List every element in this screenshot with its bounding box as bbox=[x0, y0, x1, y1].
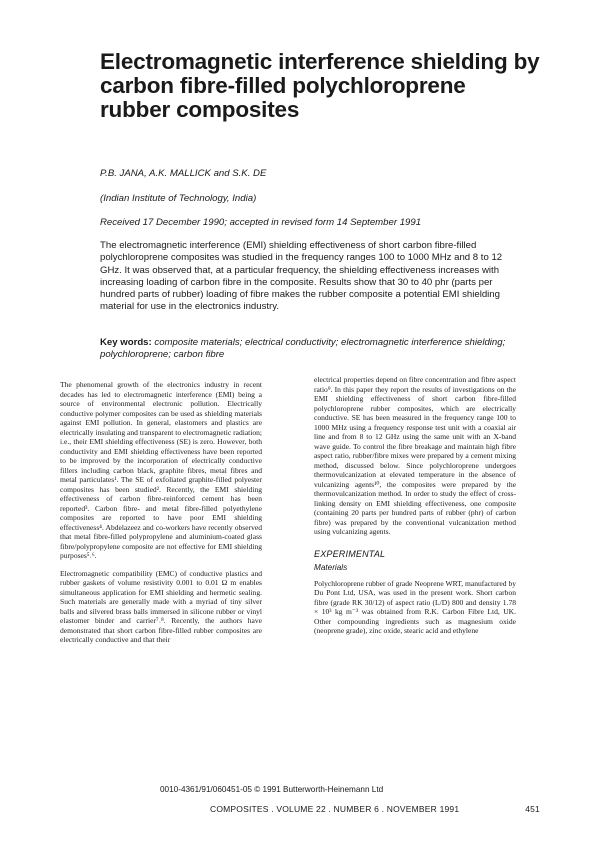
keywords-text: composite materials; electrical conductivity; electromagnetic interference shielding; polychloroprene; carbon fibre bbox=[100, 337, 506, 361]
affiliation: (Indian Institute of Technology, India) bbox=[100, 193, 257, 204]
body-column-left bbox=[60, 380, 262, 653]
abstract: The electromagnetic interference (EMI) shielding effectiveness of short carbon fibre-filled polychloroprene composites was studied in the frequency ranges 100 to 1000 MHz and 8 to 12 GHz. It was observed that, at a particular frequency, the shielding effectiveness increases with increasing loading of carbon fibre in the composite. Results show that 30 to 40 phr (parts per hundred parts of rubber) loading of fibre makes the rubber composite a potential EMI shielding material for use in the electronics industry. bbox=[100, 240, 503, 313]
body-paragraph: Polychloroprene rubber of grade Neoprene WRT, manufactured by Du Pont Ltd, USA, was used in the present work. Short carbon fibre (grade RK 30/12) of aspect ratio (L/D) 800 and density 1.78 × 10³ kg m⁻³ was obtained from R.K. Carbon Fibre Ltd, UK. Other compounding ingredients such as magnesium oxide (neoprene grade), zinc oxide, stearic acid and ethylene bbox=[314, 578, 516, 635]
body-paragraph: electrical properties depend on fibre concentration and fibre aspect ratio⁹. In this paper they report the results of investigations on the EMI shielding effectiveness of short carbon fibre-filled polychloroprene rubber composites, which are electrically conductive. SE has been measured in the frequency range 100 to 1000 MHz using a frequency response test unit with a coaxial air line and from 8 to 12 GHz using the same unit with an X-band wave guide. To control the fibre breakage and maintain high fibre aspect ratio, rubber/fibre mixes were prepared by a cement mixing method, discussed below. Since polychloroprene undergoes thermovulcanization at elevated temperature in the absence of vulcanizing agents¹⁰, the composites were prepared by the thermovulcanization method. In order to study the effect of cross-linking density on EMI shielding effectiveness, one composite (containing 20 parts per hundred parts of rubber (phr) of carbon fibre) was prepared by the conventional vulcanization method using vulcanizing agents. bbox=[314, 375, 516, 536]
article-title: Electromagnetic interference shielding by carbon fibre-filled polychloroprene rubber composites bbox=[100, 49, 540, 122]
page-footer bbox=[210, 804, 540, 814]
keywords-label: Key words: bbox=[100, 337, 152, 348]
subsection-heading-materials: Materials bbox=[314, 563, 348, 572]
section-heading-experimental: EXPERIMENTAL bbox=[314, 548, 386, 559]
body-paragraph: The phenomenal growth of the electronics industry in recent decades has led to electromagnetic interference (EMI) being a source of environmental electronic pollution. Electrically conductive polymer composites can be used as shielding materials against EMI pollution. In general, elastomers and plastics are electrically insulating and transparent to electromagnetic radiation; i.e., their EMI shielding effectiveness (SE) is zero. However, both conductivity and EMI shielding effectiveness have been reported to be improved by the incorporation of electrically conductive fillers including carbon black, graphite fibres, metal fibres and metal particulates¹. The SE of exfoliated graphite-filled polyester composites has been studied². Recently, the EMI shielding effectiveness of carbon fibre-reinforced cement has been reported³. Carbon fibre- and metal fibre-filled polyethylene composites are reported to have poor EMI shielding effectiveness⁴. Abdelazeez and co-workers have recently observed that metal fibre-filled polypropylene and aluminium-coated glass fibre/polypropylene composite are not effective for EMI shielding purposes⁵˒⁶. bbox=[60, 380, 263, 560]
keywords bbox=[100, 337, 520, 362]
author-list: P.B. JANA, A.K. MALLICK and S.K. DE bbox=[100, 168, 267, 179]
received-dates: Received 17 December 1990; accepted in revised form 14 September 1991 bbox=[100, 217, 422, 228]
copyright-line: 0010-4361/91/060451-05 © 1991 Butterworth-Heinemann Ltd bbox=[160, 785, 384, 794]
page-number: 451 bbox=[525, 804, 540, 814]
journal-info: COMPOSITES . VOLUME 22 . NUMBER 6 . NOVEMBER 1991 bbox=[210, 804, 460, 814]
body-column-right bbox=[314, 375, 516, 644]
body-paragraph: Electromagnetic compatibility (EMC) of conductive plastics and rubber gaskets of volume resistivity 0.001 to 0.01 Ω m enables simultaneous application for EMI shielding and hermetic sealing. Such materials are generally made with a myriad of tiny silver balls and silvered brass balls immersed in silicone rubber or vinyl elastomer binder and carrier⁷˒⁸. Recently, the authors have demonstrated that short carbon fibre-filled rubber composites are electrically conductive and that their bbox=[60, 568, 262, 644]
